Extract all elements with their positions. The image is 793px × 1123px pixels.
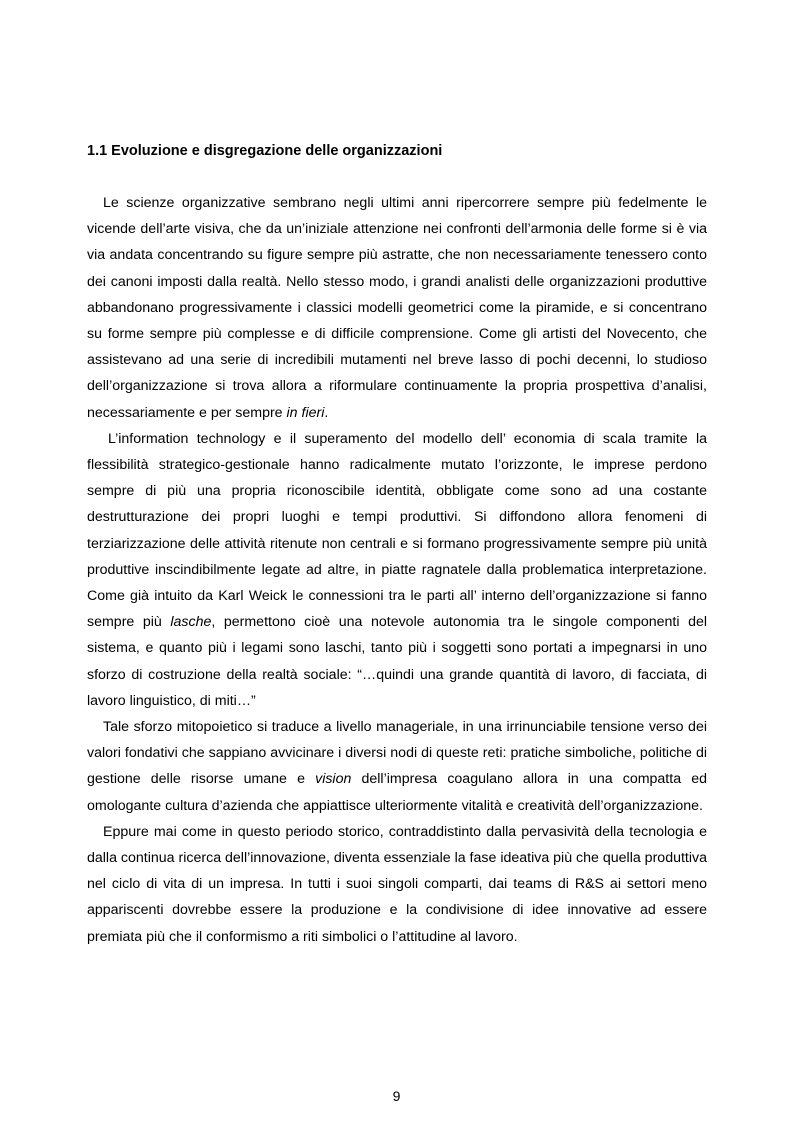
paragraph-3-text: Tale sforzo mitopoietico si traduce a livello manageriale, in una irrinunciabile tensione verso dei valori fondativi che sappiano avvicinare i diversi nodi di queste reti: pratiche simboliche, politiche di gestione delle risorse umane e [87, 719, 707, 788]
paragraph-3-end: dell’impresa coagulano allora in una compatta ed omologante cultura d’azienda che appiattisce ulteriormente vitalità e creatività dell’organizzazione. [87, 771, 707, 814]
section-heading: 1.1 Evoluzione e disgregazione delle organizzazioni [87, 143, 443, 159]
body-text [87, 190, 707, 950]
paragraph-1 [87, 190, 707, 426]
paragraph-2 [87, 426, 707, 714]
paragraph-1-end: . [324, 404, 329, 421]
paragraph-2-end: , permettono cioè una notevole autonomia tra le singole componenti del sistema, e quanto più i legami sono laschi, tanto più i soggetti sono portati a impegnarsi in uno sforzo di costruzione della realtà sociale: “…quindi una grande quantità di lavoro, di facciata, di lavoro linguistico, di miti…” [87, 614, 707, 709]
paragraph-3-italic: vision [315, 771, 352, 788]
paragraph-4 [87, 819, 707, 950]
paragraph-4-text: Eppure mai come in questo periodo storico, contraddistinto dalla pervasività della tecnologia e dalla continua ricerca dell’innovazione, diventa essenziale la fase ideativa più che quella produttiva nel ciclo di vita di un impresa. In tutti i suoi singoli comparti, dai teams di R&S ai settori meno appariscenti dovrebbe essere la produzione e la condivisione di idee innovative ad essere premiata più che il conformismo a riti simbolici o l’attitudine al lavoro. [87, 823, 707, 945]
paragraph-1-text: Le scienze organizzative sembrano negli ultimi anni ripercorrere sempre più fedelmente le vicende dell’arte visiva, che da un’iniziale attenzione nei confronti dell’armonia delle forme si è via via andata concentrando su figure sempre più astratte, che non necessariamente tenessero conto dei canoni imposti dalla realtà. Nello stesso modo, i grandi analisti delle organizzazioni produttive abbandonano progressivamente i classici modelli geometrici come la piramide, e si concentrano su forme sempre più complesse e di difficile comprensione. Come gli artisti del Novecento, che assistevano ad una serie di incredibili mutamenti nel breve lasso di pochi decenni, lo studioso dell’organizzazione si trova allora a riformulare continuamente la propria prospettiva d’analisi, necessariamente e per sempre [87, 195, 707, 421]
paragraph-3 [87, 714, 707, 819]
paragraph-1-italic: in fieri [286, 404, 325, 421]
page-number: 9 [392, 1088, 401, 1104]
paragraph-2-italic: lasche [170, 614, 212, 631]
paragraph-2-text: L’information technology e il superamento del modello dell’ economia di scala tramite la flessibilità strategico-gestionale hanno radicalmente mutato l’orizzonte, le imprese perdono sempre di più una propria riconoscibile identità, obbligate come sono ad una costante destrutturazione dei propri luoghi e tempi produttivi. Si diffondono allora fenomeni di terziarizzazione delle attività ritenute non centrali e si formano progressivamente sempre più unità produttive inscindibilmente legate ad altre, in piatte ragnatele dalla problematica interpretazione. Come già intuito da Karl Weick le connessioni tra le parti all’ interno dell’organizzazione si fanno sempre più [87, 430, 707, 631]
